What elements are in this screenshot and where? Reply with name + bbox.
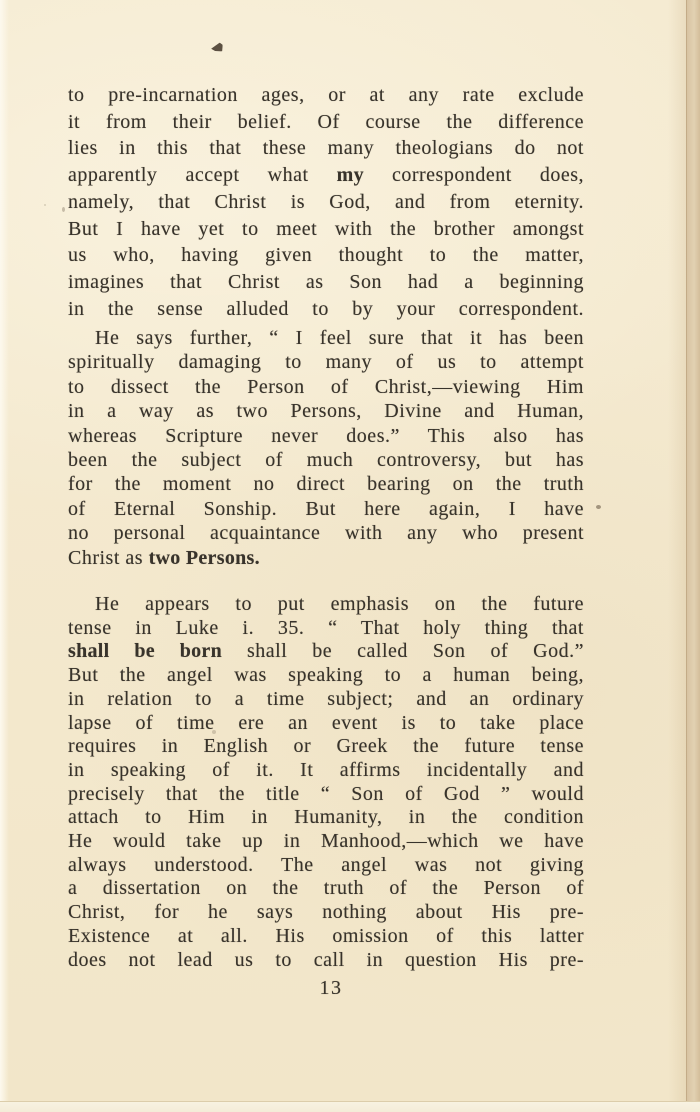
text-line [68, 783, 584, 807]
ink-speck [62, 207, 65, 212]
text-segment: in relation to a time subject; and an ordinary [68, 687, 584, 710]
page-right-edge-shadow [668, 0, 687, 1112]
text-segment: no personal acquaintance with any who present [68, 522, 584, 545]
text-segment: of Eternal Sonship. But here again, I have [68, 497, 584, 520]
text-segment: in the sense alluded to by your correspondent. [68, 297, 584, 320]
text-block [68, 0, 584, 1112]
text-segment: apparently accept what [68, 164, 337, 187]
text-segment: a dissertation on the truth of the Person of [68, 877, 584, 900]
text-segment: Christ as [68, 546, 149, 569]
text-line [68, 109, 584, 136]
text-segment: Christ, for he says nothing about His pre- [68, 901, 584, 924]
text-line [68, 546, 584, 570]
text-line [68, 664, 584, 688]
paragraph-3 [68, 593, 584, 972]
text-segment: He appears to put emphasis on the future [95, 593, 584, 615]
text-line [68, 593, 584, 617]
text-line [68, 375, 584, 399]
text-segment: spiritually damaging to many of us to attempt [68, 351, 584, 374]
text-line [68, 399, 584, 423]
text-line [68, 640, 584, 664]
text-line [68, 472, 584, 496]
text-line [68, 424, 584, 448]
text-line [68, 521, 584, 545]
text-line [68, 135, 584, 162]
text-segment: namely, that Christ is God, and from eternity. [68, 190, 584, 213]
text-line [68, 877, 584, 901]
ink-speck [44, 204, 46, 206]
text-segment: attach to Him in Humanity, in the condition [68, 806, 584, 829]
text-line [68, 617, 584, 641]
text-line [68, 901, 584, 925]
text-line [68, 242, 584, 269]
text-segment: precisely that the title “ Son of God ” would [68, 782, 584, 805]
text-line [68, 688, 584, 712]
bold-text: shall be born [68, 640, 223, 663]
text-line [68, 497, 584, 521]
text-line [68, 949, 584, 973]
text-segment: imagines that Christ as Son had a beginning [68, 270, 584, 293]
text-segment: shall be called Son of God.” [222, 640, 584, 663]
text-line [68, 735, 584, 759]
ink-speck [596, 505, 601, 509]
text-segment: in speaking of it. It affirms incidentally and [68, 758, 584, 781]
text-line [68, 82, 584, 109]
text-segment: whereas Scripture never does.” This also has [68, 424, 584, 447]
page-right-edge [686, 0, 700, 1112]
text-segment: But the angel was speaking to a human being, [68, 664, 584, 687]
text-line [68, 448, 584, 472]
text-line [68, 925, 584, 949]
bold-text: two Persons. [148, 546, 260, 569]
text-line [68, 806, 584, 830]
text-segment: He says further, “ I feel sure that it has been [95, 327, 584, 349]
text-segment: been the subject of much controversy, but has [68, 449, 584, 472]
text-segment: it from their belief. Of course the difference [68, 110, 584, 133]
paragraph-1 [68, 82, 584, 322]
text-line [68, 269, 584, 296]
text-segment: But I have yet to meet with the brother amongst [68, 217, 584, 240]
text-line [68, 162, 584, 189]
text-segment: us who, having given thought to the matter, [68, 244, 584, 267]
bold-text: my [336, 164, 364, 187]
page-number: 13 [319, 977, 343, 999]
text-line [68, 326, 584, 350]
text-line [68, 216, 584, 243]
text-segment: requires in English or Greek the future tense [68, 735, 584, 758]
text-line [68, 830, 584, 854]
text-segment: to pre-incarnation ages, or at any rate exclude [68, 84, 584, 106]
text-line [68, 296, 584, 323]
page-left-edge [0, 0, 9, 1112]
paragraph-2 [68, 326, 584, 570]
text-segment: tense in Luke i. 35. “ That holy thing that [68, 616, 584, 639]
text-segment: He would take up in Manhood,—which we have [68, 830, 584, 853]
text-line [68, 854, 584, 878]
text-segment: correspondent does, [363, 164, 584, 187]
text-segment: for the moment no direct bearing on the truth [68, 473, 584, 496]
text-segment: in a way as two Persons, Divine and Human, [68, 400, 584, 423]
text-line [68, 350, 584, 374]
text-segment: does not lead us to call in question His pre- [68, 948, 584, 971]
text-segment: Existence at all. His omission of this latter [68, 924, 584, 947]
text-line [68, 189, 584, 216]
text-segment: always understood. The angel was not giving [68, 853, 584, 876]
text-line [68, 712, 584, 736]
text-segment: to dissect the Person of Christ,—viewing Him [68, 375, 584, 398]
text-segment: lies in this that these many theologians do not [68, 137, 584, 160]
text-segment: lapse of time ere an event is to take place [68, 711, 584, 734]
text-line [68, 759, 584, 783]
